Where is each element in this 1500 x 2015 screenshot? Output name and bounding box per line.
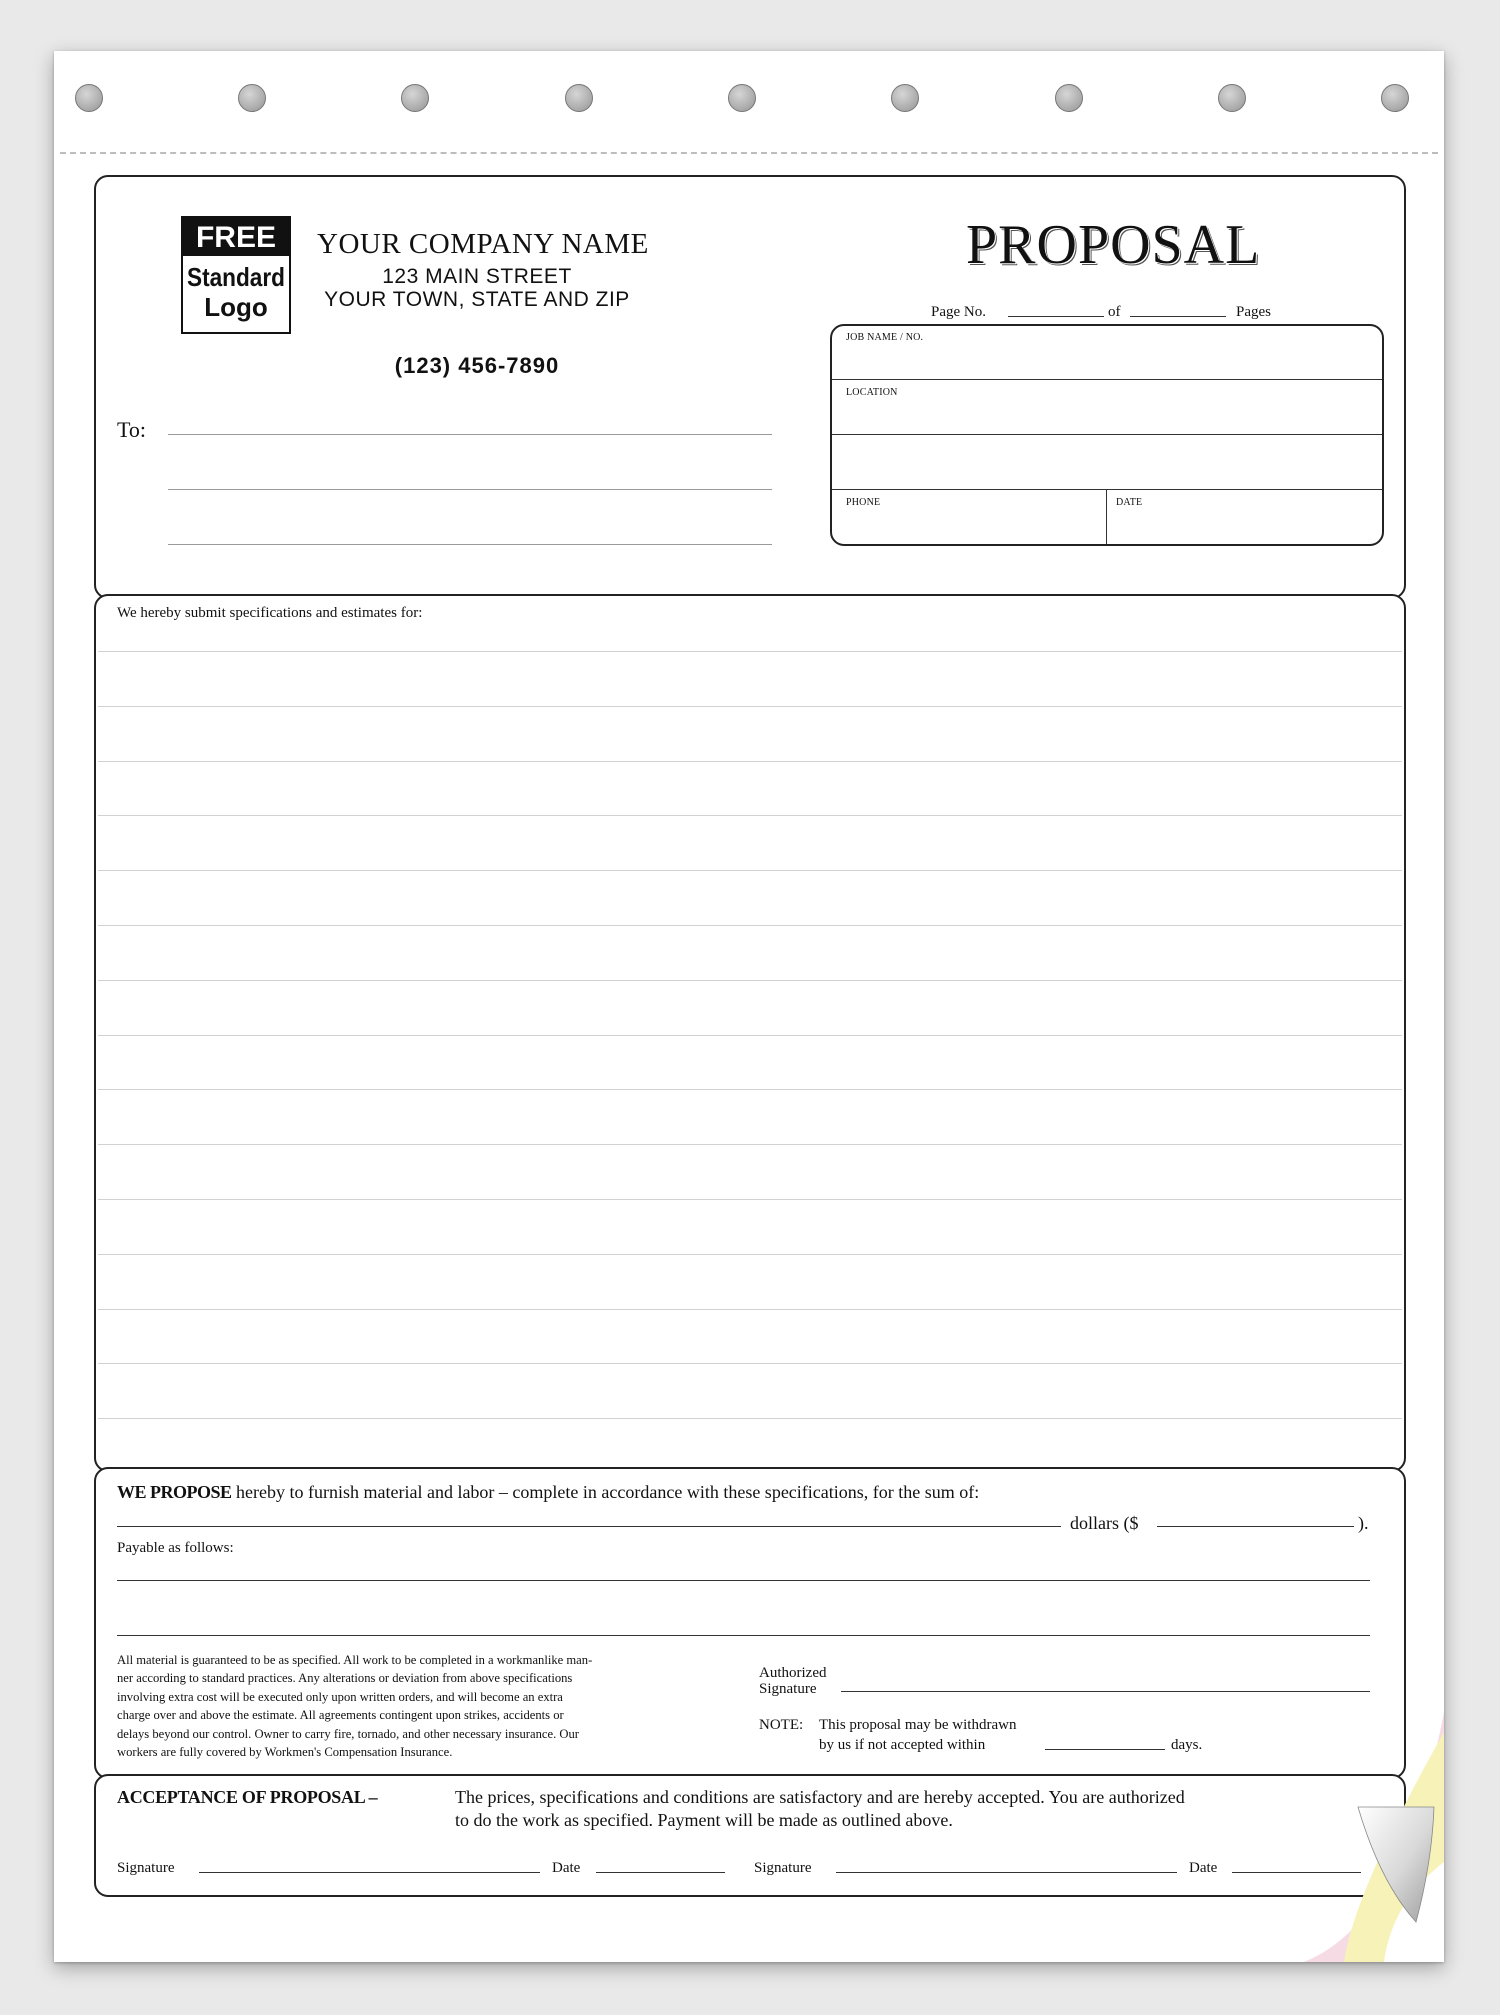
page-curl-copies (1284, 1712, 1444, 1962)
specification-line[interactable] (98, 1089, 1402, 1090)
company-street: 123 MAIN STREET (382, 265, 572, 288)
acceptance-heading: ACCEPTANCE OF PROPOSAL – (117, 1787, 378, 1807)
binding-hole (1381, 84, 1409, 112)
signature-field-1[interactable] (199, 1872, 540, 1873)
signature-field-2[interactable] (836, 1872, 1177, 1873)
specifications-heading: We hereby submit specifications and estimates for: (117, 605, 423, 621)
dollars-label: dollars ($ (1070, 1513, 1139, 1533)
payable-line-1[interactable] (117, 1580, 1370, 1581)
page-no-field[interactable] (1008, 316, 1104, 317)
note-line1: This proposal may be withdrawn (819, 1717, 1017, 1733)
date-label-2: Date (1189, 1860, 1218, 1876)
authorized-label-line1: Authorized (759, 1665, 827, 1681)
specification-line[interactable] (98, 1363, 1402, 1364)
signature-label-1: Signature (117, 1860, 175, 1876)
binding-hole (565, 84, 593, 112)
logo-line1: FREE (195, 221, 277, 254)
location-field-line-2[interactable] (832, 489, 1382, 490)
guarantee-line: All material is guaranteed to be as specified. All work to be completed in a workmanlike man- (117, 1653, 593, 1667)
binding-hole (75, 84, 103, 112)
binding-hole (891, 84, 919, 112)
note-label: NOTE: (759, 1717, 804, 1733)
logo-graphic (183, 218, 289, 332)
acceptance-section (94, 1774, 1406, 1897)
specification-line[interactable] (98, 706, 1402, 707)
pages-label: Pages (1236, 304, 1271, 320)
page-no-label: Page No. (931, 304, 986, 320)
of-label: of (1108, 304, 1121, 320)
specification-line[interactable] (98, 815, 1402, 816)
to-line-1[interactable] (168, 434, 772, 435)
specification-line[interactable] (98, 870, 1402, 871)
sum-amount-field[interactable] (1157, 1526, 1354, 1527)
payable-line-2[interactable] (117, 1635, 1370, 1636)
date-label-1: Date (552, 1860, 581, 1876)
company-phone: (123) 456-7890 (394, 353, 560, 378)
phone-date-divider (1106, 489, 1107, 544)
location-label: LOCATION (846, 387, 898, 398)
sum-words-field[interactable] (117, 1526, 1061, 1527)
propose-bold: WE PROPOSE (117, 1482, 232, 1502)
perforation-line (60, 152, 1438, 154)
specification-line[interactable] (98, 925, 1402, 926)
job-name-label: JOB NAME / NO. (846, 332, 924, 343)
authorized-signature-label (759, 1665, 826, 1697)
job-name-field[interactable] (832, 379, 1382, 380)
company-city: YOUR TOWN, STATE AND ZIP (324, 288, 630, 311)
specification-line[interactable] (98, 1199, 1402, 1200)
guarantee-text (117, 1651, 717, 1761)
acceptance-text-line1: The prices, specifications and conditions are satisfactory and are hereby accepted. You are authorized (455, 1787, 1185, 1807)
withdraw-days-field[interactable] (1045, 1749, 1165, 1750)
signature-label-2: Signature (754, 1860, 812, 1876)
company-name: YOUR COMPANY NAME (317, 228, 649, 260)
binding-hole (728, 84, 756, 112)
propose-section (94, 1467, 1406, 1779)
phone-label: PHONE (846, 497, 881, 508)
proposal-form-sheet (54, 51, 1444, 1962)
date-field-1[interactable] (596, 1872, 725, 1873)
guarantee-line: ner according to standard practices. Any alterations or deviation from above specifications (117, 1671, 573, 1686)
to-label: To: (117, 417, 147, 442)
guarantee-line: delays beyond our control. Owner to carry fire, tornado, and other necessary insurance. Our (117, 1726, 579, 1741)
to-line-2[interactable] (168, 489, 772, 490)
page-total-field[interactable] (1130, 316, 1226, 317)
specification-line[interactable] (98, 1144, 1402, 1145)
job-info-box (830, 324, 1384, 546)
binding-hole (401, 84, 429, 112)
acceptance-text-line2: to do the work as specified. Payment will be made as outlined above. (455, 1810, 953, 1830)
specifications-section (94, 594, 1406, 1472)
logo-line3: Logo (204, 292, 268, 322)
close-paren: ). (1358, 1513, 1369, 1533)
guarantee-line: involving extra cost will be executed only upon written orders, and will become an extra (117, 1689, 563, 1704)
note-line2: by us if not accepted within (819, 1737, 986, 1753)
guarantee-line: charge over and above the estimate. All agreements contingent upon strikes, accidents or (117, 1708, 564, 1723)
days-label: days. (1171, 1737, 1203, 1753)
authorized-label-line2: Signature (759, 1681, 817, 1697)
specification-line[interactable] (98, 1254, 1402, 1255)
specification-line[interactable] (98, 651, 1402, 652)
date-label: DATE (1116, 497, 1143, 508)
header-section (94, 175, 1406, 599)
logo-line2: Standard (187, 262, 285, 292)
specification-line[interactable] (98, 1309, 1402, 1310)
specification-line[interactable] (98, 761, 1402, 762)
binding-hole (1055, 84, 1083, 112)
company-logo (181, 216, 291, 334)
location-field[interactable] (832, 434, 1382, 435)
form-title: PROPOSAL (966, 214, 1261, 276)
specification-line[interactable] (98, 1418, 1402, 1419)
binding-hole (1218, 84, 1246, 112)
authorized-signature-field[interactable] (841, 1691, 1370, 1692)
specification-line[interactable] (98, 980, 1402, 981)
propose-text (117, 1482, 979, 1503)
binding-holes (54, 51, 1444, 191)
specification-line[interactable] (98, 1035, 1402, 1036)
propose-body: hereby to furnish material and labor – complete in accordance with these specifications, for the sum of: (231, 1482, 980, 1502)
payable-label: Payable as follows: (117, 1540, 234, 1556)
binding-hole (238, 84, 266, 112)
to-line-3[interactable] (168, 544, 772, 545)
guarantee-line: workers are fully covered by Workmen's Compensation Insurance. (117, 1745, 453, 1760)
